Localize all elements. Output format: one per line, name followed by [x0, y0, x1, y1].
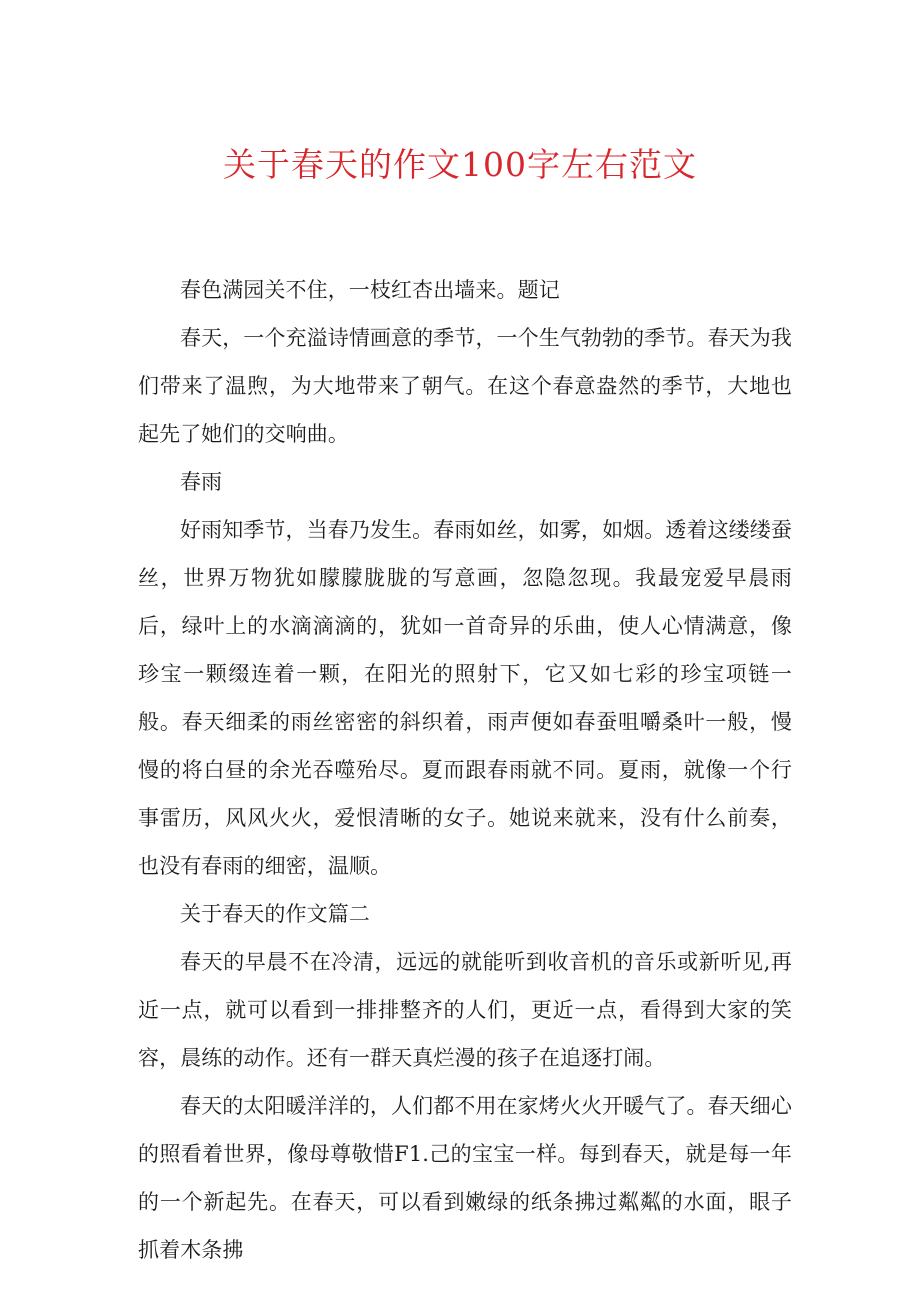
paragraph-intro: 春天，一个充溢诗情画意的季节，一个生气勃勃的季节。春天为我们带来了温煦，为大地带来了朝气。在这个春意盎然的季节，大地也起先了她们的交响曲。 [138, 326, 792, 446]
paragraph-epigraph: 春色满园关不住，一枝红杏出墙来。题记 [180, 278, 560, 302]
section-heading-essay-two: 关于春天的作文篇二 [180, 902, 370, 926]
paragraph-spring-rain: 好雨知季节，当春乃发生。春雨如丝，如雾，如烟。透着这缕缕蚕丝，世界万物犹如朦朦胧胧的写意画，忽隐忽现。我最宠爱早晨雨后，绿叶上的水滴滴滴的，犹如一首奇异的乐曲，使人心情满意，像珍宝一颗缀连着一颗，在阳光的照射下，它又如七彩的珍宝项链一般。春天细柔的雨丝密密的斜织着，雨声便如春蚕咀嚼桑叶一般，慢慢的将白昼的余光吞噬殆尽。夏而跟春雨就不同。夏雨，就像一个行事雷历，风风火火，爱恨清晰的女子。她说来就来，没有什么前奏，也没有春雨的细密，温顺。 [138, 518, 792, 878]
document-body [138, 266, 792, 1274]
document-title: 关于春天的作文100字左右范文 [223, 145, 697, 184]
section-heading-spring-rain: 春雨 [180, 470, 223, 494]
paragraph-morning: 春天的早晨不在冷清，远远的就能听到收音机的音乐或新听见,再近一点，就可以看到一排排整齐的人们，更近一点，看得到大家的笑容，晨练的动作。还有一群天真烂漫的孩子在追逐打闹。 [138, 950, 792, 1070]
paragraph-sunshine: 春天的太阳暖洋洋的，人们都不用在家烤火火开暖气了。春天细心的照看着世界，像母尊敬惜F1.己的宝宝一样。每到春天，就是每一年的一个新起先。在春天，可以看到嫩绿的纸条拂过粼粼的水面，眼子抓着木条拂 [138, 1094, 792, 1262]
